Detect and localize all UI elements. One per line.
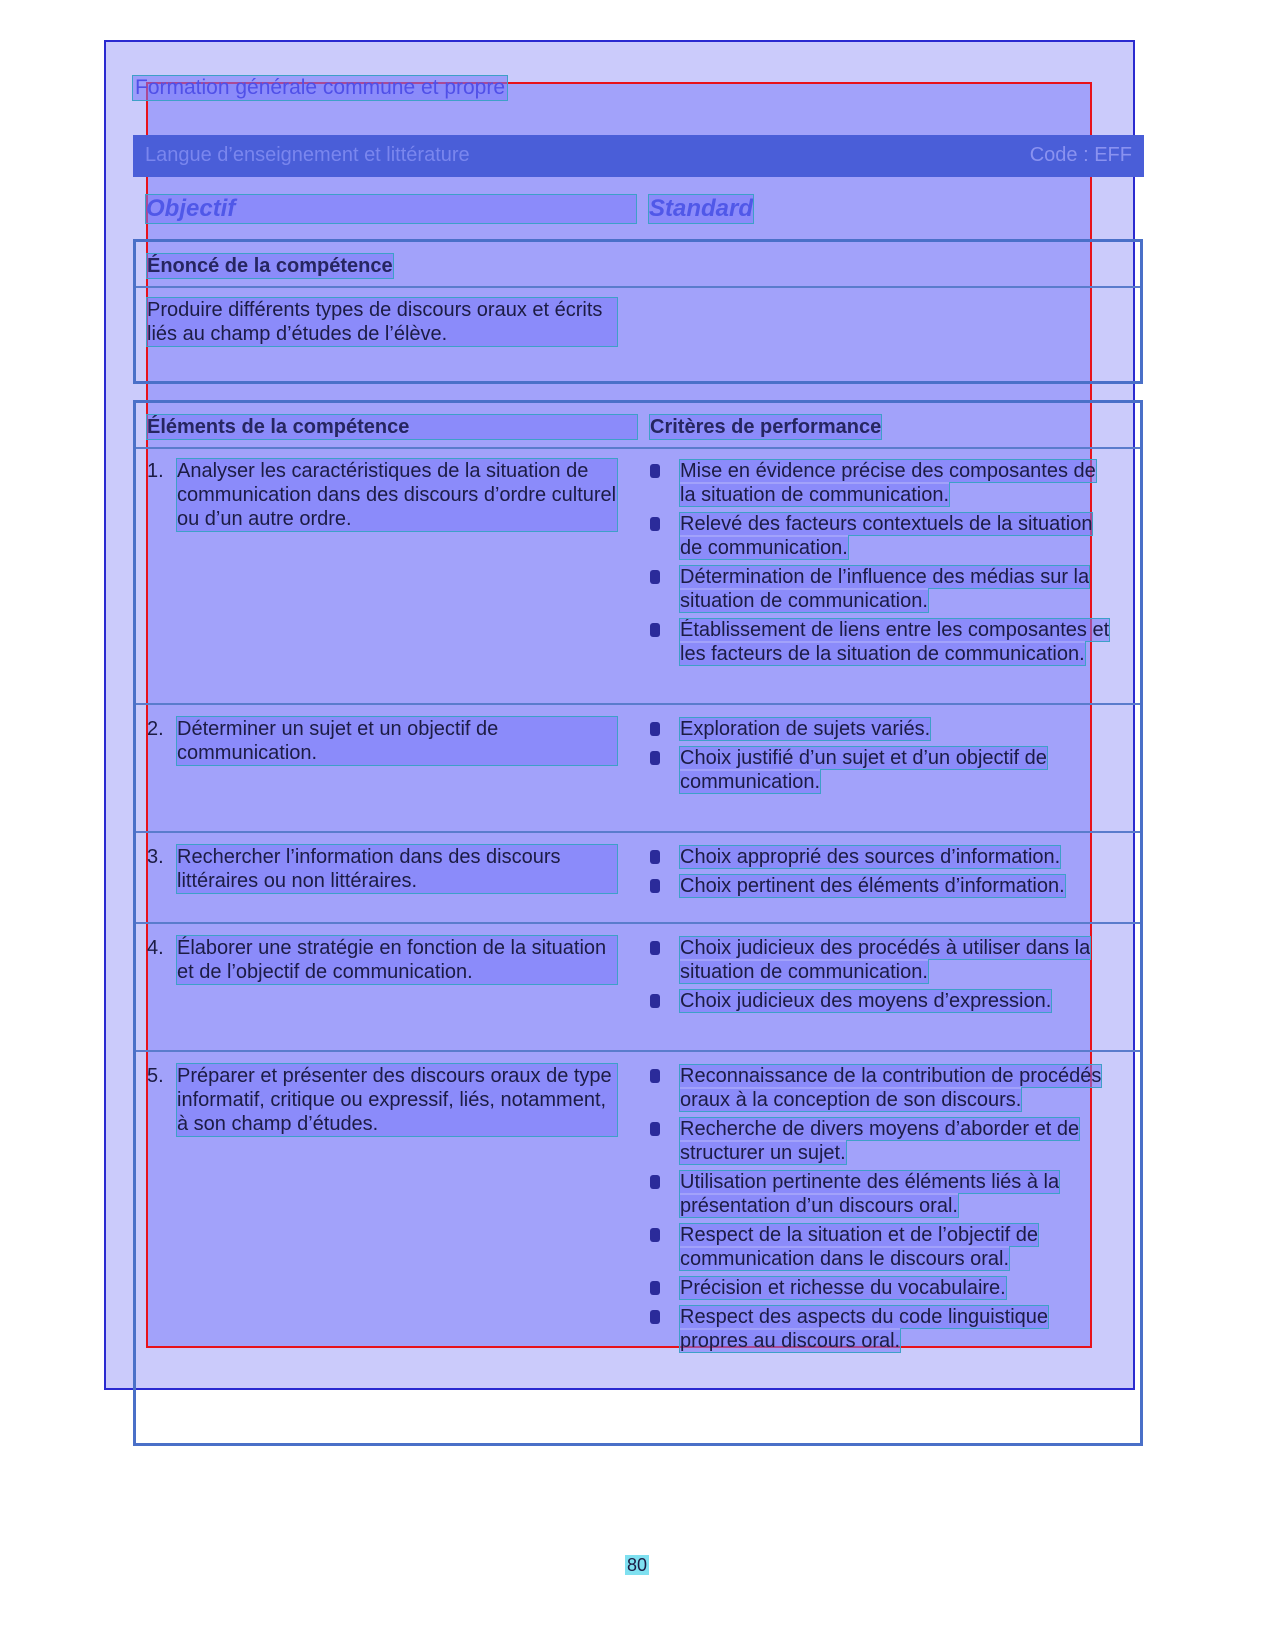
bullet-icon (650, 1069, 660, 1083)
criterion-text: Recherche de divers moyens d’aborder et de structurer un sujet. (680, 1118, 1080, 1164)
element-text: Élaborer une stratégie en fonction de la situation et de l’objectif de communication. (177, 936, 617, 984)
element-text: Préparer et présenter des discours oraux de type informatif, critique ou expressif, liés, notamment, à son champ d’études. (177, 1064, 617, 1136)
bullet-icon (650, 994, 660, 1008)
element-item (147, 936, 617, 984)
standard-heading: Standard (649, 195, 754, 222)
criterion-text: Détermination de l’influence des médias sur la situation de communication. (680, 566, 1090, 612)
element-text: Analyser les caractéristiques de la situation de communication dans des discours d’ordre culturel ou d’un autre ordre. (177, 460, 617, 530)
criteria-list (650, 459, 1116, 671)
criterion-item (650, 989, 1116, 1013)
criterion-item (650, 746, 1116, 794)
criteria-list (650, 717, 1116, 799)
element-number: 4. (147, 937, 164, 959)
criterion-item (650, 1064, 1116, 1112)
criterion-item (650, 1223, 1116, 1271)
divider (136, 1050, 1140, 1052)
element-item (147, 459, 617, 531)
criterion-text: Respect de la situation et de l’objectif de communication dans le discours oral. (680, 1224, 1038, 1270)
section-title: Formation générale commune et propre (135, 76, 506, 99)
criteria-header: Critères de performance (650, 416, 882, 438)
criterion-text: Reconnaissance de la contribution de procédés oraux à la conception de son discours. (680, 1065, 1102, 1111)
bullet-icon (650, 1175, 660, 1189)
criterion-text: Choix approprié des sources d’information. (680, 846, 1061, 868)
element-item (147, 845, 617, 893)
criterion-item (650, 618, 1116, 666)
element-number: 3. (147, 846, 164, 868)
criterion-text: Choix justifié d’un sujet et d’un objectif de communication. (680, 747, 1047, 793)
criterion-item (650, 565, 1116, 613)
element-number: 2. (147, 718, 164, 740)
element-text: Déterminer un sujet et un objectif de communication. (177, 717, 617, 765)
competence-header: Énoncé de la compétence (147, 255, 393, 277)
criteria-list (650, 845, 1116, 903)
bullet-icon (650, 464, 660, 478)
criterion-item (650, 1117, 1116, 1165)
criterion-text: Mise en évidence précise des composantes de la situation de communication. (680, 460, 1096, 506)
elements-header: Éléments de la compétence (147, 415, 637, 439)
element-number: 1. (147, 460, 164, 482)
criterion-item (650, 1276, 1116, 1300)
bullet-icon (650, 850, 660, 864)
criterion-text: Établissement de liens entre les composantes et les facteurs de la situation de communication. (680, 619, 1110, 665)
course-code: Code : EFF (1029, 144, 1132, 166)
divider (136, 703, 1140, 705)
bullet-icon (650, 570, 660, 584)
element-text: Rechercher l’information dans des discours littéraires ou non littéraires. (177, 845, 617, 893)
divider (136, 286, 1140, 288)
criterion-item (650, 717, 1116, 741)
criterion-text: Relevé des facteurs contextuels de la situation de communication. (680, 513, 1093, 559)
bullet-icon (650, 1228, 660, 1242)
objective-heading: Objectif (146, 195, 636, 223)
criterion-item (650, 874, 1116, 898)
bullet-icon (650, 722, 660, 736)
criterion-item (650, 459, 1116, 507)
elements-table (133, 400, 1143, 1446)
criterion-text: Choix judicieux des procédés à utiliser dans la situation de communication. (680, 937, 1091, 983)
bullet-icon (650, 751, 660, 765)
criterion-item (650, 1170, 1116, 1218)
divider (136, 922, 1140, 924)
criterion-text: Utilisation pertinente des éléments liés à la présentation d’un discours oral. (680, 1171, 1060, 1217)
criterion-text: Choix judicieux des moyens d’expression. (680, 990, 1052, 1012)
page-number: 80 (627, 1555, 648, 1575)
bullet-icon (650, 1281, 660, 1295)
competence-box (133, 239, 1143, 384)
divider (136, 831, 1140, 833)
criterion-item (650, 1305, 1116, 1353)
element-item (147, 1064, 617, 1136)
criterion-item (650, 512, 1116, 560)
bullet-icon (650, 879, 660, 893)
criterion-item (650, 845, 1116, 869)
subject-title: Langue d’enseignement et littérature (145, 144, 470, 166)
competence-statement: Produire différents types de discours oraux et écrits liés au champ d’études de l’élève. (147, 298, 617, 346)
bullet-icon (650, 517, 660, 531)
bullet-icon (650, 1310, 660, 1324)
criterion-text: Exploration de sujets variés. (680, 718, 931, 740)
bullet-icon (650, 941, 660, 955)
criterion-text: Choix pertinent des éléments d’information. (680, 875, 1065, 897)
divider (136, 447, 1140, 449)
bullet-icon (650, 623, 660, 637)
criteria-list (650, 936, 1116, 1018)
element-item (147, 717, 617, 765)
criterion-item (650, 936, 1116, 984)
criteria-list (650, 1064, 1116, 1358)
criterion-text: Respect des aspects du code linguistique propres au discours oral. (680, 1306, 1049, 1352)
bullet-icon (650, 1122, 660, 1136)
criterion-text: Précision et richesse du vocabulaire. (680, 1277, 1006, 1299)
element-number: 5. (147, 1065, 164, 1087)
subject-band (133, 135, 1144, 177)
